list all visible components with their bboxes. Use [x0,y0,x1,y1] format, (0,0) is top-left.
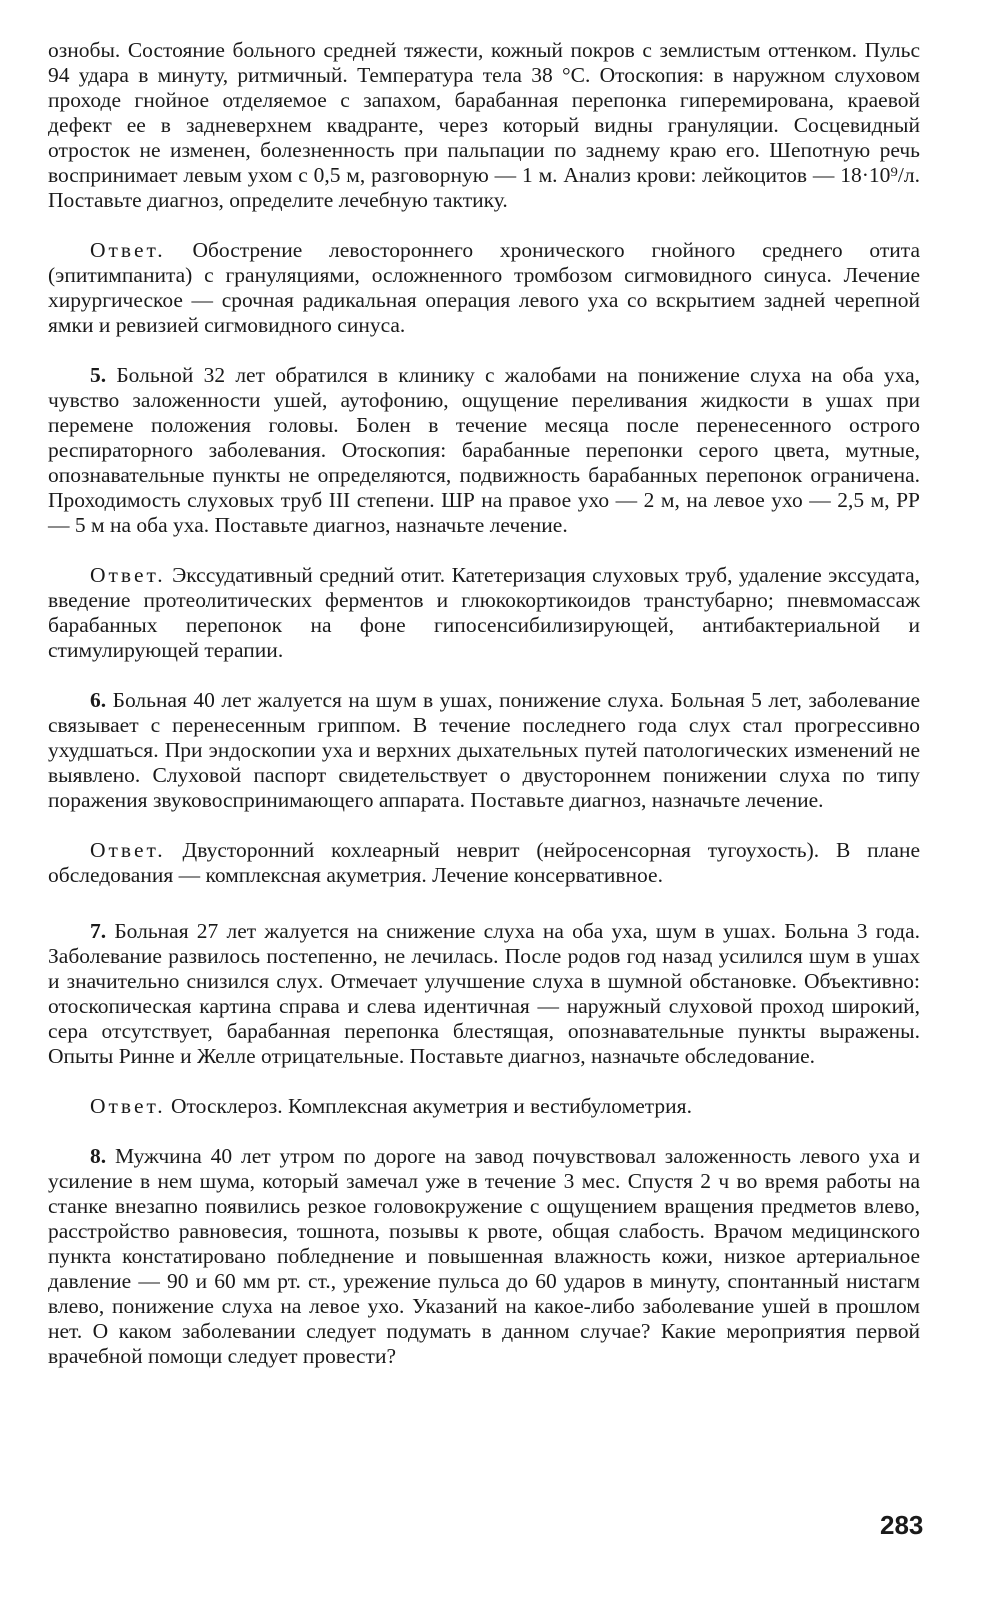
answer-5-text: Экссудативный средний отит. Катетеризация слуховых труб, удаление экссудата, введение протеолитических ферментов и глюкокортикоидов транстубарно; пневмомассаж барабанных перепонок на фоне гипосенсибилизирующей, антибактериальной и стимулирующей терапии. [48,563,921,662]
case-5-text: Больной 32 лет обратился в клинику с жалобами на понижение слуха на оба уха, чувство заложенности ушей, аутофонию, ощущение переливания жидкости в ушах при перемене положения головы. Болен в течение месяца после перенесенного острого респираторного заболевания. Отоскопия: барабанные перепонки серого цвета, мутные, опознавательные пункты не определяются, подвижность барабанных перепонок ограничена. Проходимость слуховых труб III степени. ШР на правое ухо — 2 м, на левое ухо — 2,5 м, РР — 5 м на оба уха. Поставьте диагноз, назначьте лечение. [48,363,920,537]
case-6 [48,688,920,813]
answer-7 [48,1094,920,1119]
page-number: 283 [880,1510,924,1540]
answer-4 [48,238,920,338]
case-8-text: Мужчина 40 лет утром по дороге на завод почувствовал заложенность левого уха и усиление в нем шума, который замечал уже в течение 3 мес. Спустя 2 ч во время работы на станке внезапно появились резкое головокружение с ощущением вращения предметов влево, расстройство равновесия, тошнота, позывы к рвоте, общая слабость. Врачом медицинского пункта констатировано побледнение и повышенная влажность кожи, низкое артериальное давление — 90 и 60 мм рт. ст., урежение пульса до 60 ударов в минуту, спонтанный нистагм влево, понижение слуха на левое ухо. Указаний на какое-либо заболевание ушей в прошлом нет. О каком заболевании следует подумать в данном случае? Какие мероприятия первой врачебной помощи следует провести? [48,1144,921,1368]
case-5 [48,363,920,538]
answer-label: Ответ. [90,1094,166,1118]
page-body [48,38,920,1369]
case-4-text: ознобы. Состояние больного средней тяжести, кожный покров с землистым оттенком. Пульс 94 удара в минуту, ритмичный. Температура тела 38 °С. Отоскопия: в наружном слуховом проходе гнойное отделяемое с запахом, барабанная перепонка гиперемирована, краевой дефект ее в задневерхнем квадранте, через который видны грануляции. Сосцевидный отросток не изменен, болезненность при пальпации по заднему краю его. Шепотную речь воспринимает левым ухом с 0,5 м, разговорную — 1 м. Анализ крови: лейкоцитов — 18·10⁹/л. Поставьте диагноз, определите лечебную тактику. [48,38,920,212]
case-7-text: Больная 27 лет жалуется на снижение слуха на оба уха, шум в ушах. Больна 3 года. Заболевание развилось постепенно, не лечилась. После родов год назад усилился шум в ушах и значительно снизился слух. Отмечает улучшение слуха в шумной обстановке. Объективно: отоскопическая картина справа и слева идентичная — наружный слуховой проход широкий, сера отсутствует, барабанная перепонка блестящая, опознавательные пункты выражены. Опыты Ринне и Желле отрицательные. Поставьте диагноз, назначьте обследование. [48,919,920,1068]
answer-6-text: Двусторонний кохлеарный неврит (нейросенсорная тугоухость). В плане обследования — комплексная акуметрия. Лечение консервативное. [48,838,921,887]
answer-6 [48,838,920,888]
answer-label: Ответ. [90,238,166,262]
case-8 [48,1144,920,1369]
case-7-number: 7. [90,919,107,943]
case-7 [48,919,920,1069]
answer-4-text: Обострение левостороннего хронического гнойного среднего отита (эпитимпанита) с грануляциями, осложненного тромбозом сигмовидного синуса. Лечение хирургическое — срочная радикальная операция левого уха со вскрытием задней черепной ямки и ревизией сигмовидного синуса. [48,238,921,337]
case-5-number: 5. [90,363,107,387]
case-8-number: 8. [90,1144,107,1168]
answer-5 [48,563,920,663]
answer-label: Ответ. [90,563,166,587]
answer-label: Ответ. [90,838,166,862]
answer-7-text: Отосклероз. Комплексная акуметрия и вестибулометрия. [171,1094,692,1118]
case-6-text: Больная 40 лет жалуется на шум в ушах, понижение слуха. Больная 5 лет, заболевание связывает с перенесенным гриппом. В течение последнего года слух стал прогрессивно ухудшаться. При эндоскопии уха и верхних дыхательных путей патологических изменений не выявлено. Слуховой паспорт свидетельствует о двустороннем понижении слуха по типу поражения звуковоспринимающего аппарата. Поставьте диагноз, назначьте лечение. [48,688,920,812]
case-6-number: 6. [90,688,107,712]
case-4-continuation [48,38,920,213]
